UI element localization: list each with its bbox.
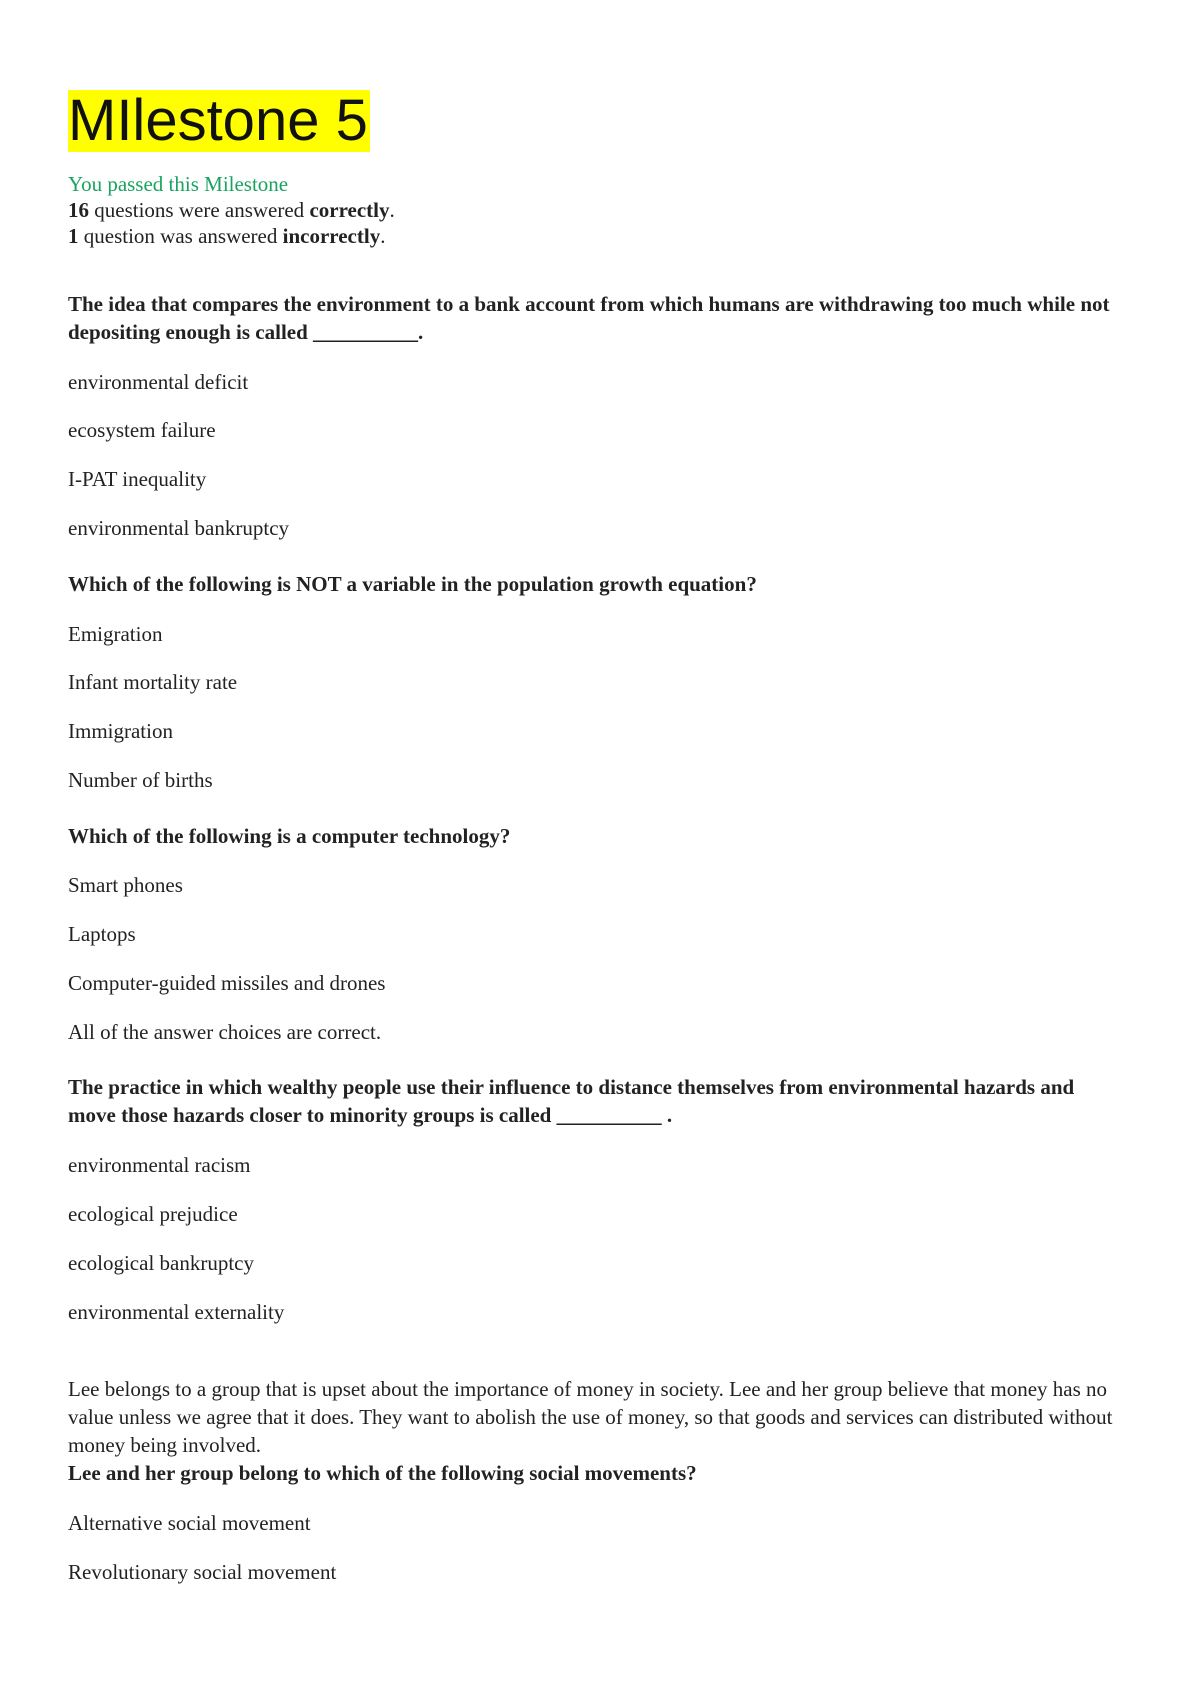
page-title: MIlestone 5 [68, 88, 368, 153]
question-2: Which of the following is NOT a variable in the population growth equation? [68, 572, 757, 596]
question-1-option-4: environmental bankruptcy [68, 516, 290, 540]
correct-word: correctly [309, 198, 390, 222]
question-3-option-4: All of the answer choices are correct. [68, 1020, 382, 1044]
incorrect-count: 1 [68, 224, 79, 248]
question-4-option-2: ecological prejudice [68, 1202, 238, 1226]
question-4-option-1: environmental racism [68, 1153, 251, 1177]
question-2-option-4: Number of births [68, 768, 213, 792]
question-3-option-3: Computer-guided missiles and drones [68, 971, 386, 995]
question-3: Which of the following is a computer technology? [68, 824, 511, 848]
question-2-option-3: Immigration [68, 719, 173, 743]
question-1: The idea that compares the environment to a bank account from which humans are withdrawing too much while not depositing enough is called __________. [68, 292, 1110, 344]
question-2-option-2: Infant mortality rate [68, 670, 238, 694]
question-5-option-2: Revolutionary social movement [68, 1560, 337, 1584]
question-4-option-3: ecological bankruptcy [68, 1251, 255, 1275]
question-3-option-1: Smart phones [68, 873, 183, 897]
correct-text: questions were answered [89, 198, 310, 222]
question-1-option-3: I-PAT inequality [68, 467, 207, 491]
question-4-option-4: environmental externality [68, 1300, 285, 1324]
question-1-option-1: environmental deficit [68, 370, 249, 394]
incorrect-word: incorrectly [282, 224, 381, 248]
question-5-scenario: Lee belongs to a group that is upset about the importance of money in society. Lee and her group believe that money has no value unless we agree that it does. They want to abolish the use of money, so that goods and services can distributed without money being involved. [68, 1377, 1113, 1457]
question-5-option-1: Alternative social movement [68, 1511, 311, 1535]
passed-status: You passed this Milestone [68, 172, 289, 196]
correct-summary: 16 questions were answered correctly. [68, 198, 395, 222]
incorrect-summary: 1 question was answered incorrectly. [68, 224, 386, 248]
question-1-option-2: ecosystem failure [68, 418, 216, 442]
correct-count: 16 [68, 198, 89, 222]
question-2-option-1: Emigration [68, 622, 163, 646]
question-4: The practice in which wealthy people use their influence to distance themselves from environmental hazards and move those hazards closer to minority groups is called __________ . [68, 1075, 1075, 1127]
question-3-option-2: Laptops [68, 922, 136, 946]
incorrect-text: question was answered [78, 224, 283, 248]
question-5: Lee and her group belong to which of the following social movements? [68, 1461, 697, 1485]
